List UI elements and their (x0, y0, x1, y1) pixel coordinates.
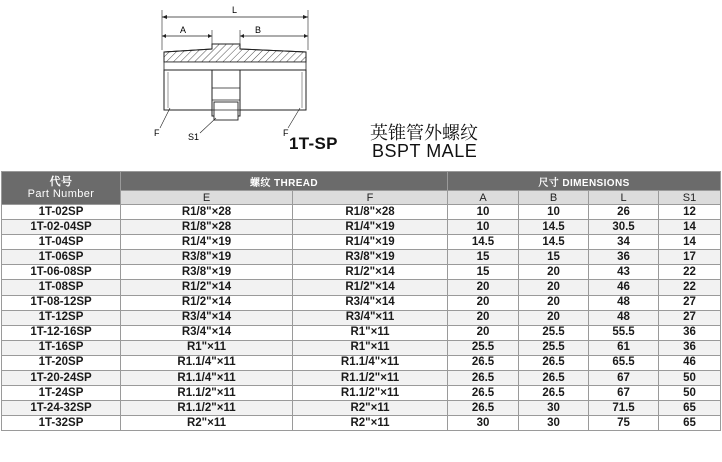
cell-thread-f: R1/8"×28 (293, 205, 448, 220)
cell-dim-b: 30 (519, 416, 589, 431)
cell-dim-l: 43 (589, 265, 659, 280)
cell-thread-e: R1.1/4"×11 (121, 371, 293, 386)
header-part-cn: 代号 (49, 176, 73, 188)
cell-dim-a: 20 (448, 325, 519, 340)
header-col-l: L (589, 191, 659, 205)
cell-dim-s1: 12 (659, 205, 721, 220)
cell-dim-s1: 50 (659, 386, 721, 401)
cell-dim-l: 46 (589, 280, 659, 295)
cell-dim-b: 26.5 (519, 371, 589, 386)
cell-dim-a: 26.5 (448, 386, 519, 401)
cell-thread-f: R3/8"×19 (293, 250, 448, 265)
table-row (2, 386, 721, 401)
cell-dim-b: 20 (519, 295, 589, 310)
table-row (2, 265, 721, 280)
cell-part-number: 1T-32SP (2, 416, 121, 431)
cell-thread-e: R2"×11 (121, 416, 293, 431)
header-col-f: F (293, 191, 448, 205)
cell-dim-b: 25.5 (519, 325, 589, 340)
table-row (2, 235, 721, 250)
dim-label-b: B (255, 25, 262, 35)
cell-thread-f: R3/4"×14 (293, 295, 448, 310)
cell-thread-f: R1.1/2"×11 (293, 386, 448, 401)
table-row (2, 355, 721, 370)
cell-dim-b: 20 (519, 280, 589, 295)
cell-dim-l: 65.5 (589, 355, 659, 370)
cell-thread-f: R1.1/2"×11 (293, 371, 448, 386)
cell-dim-s1: 14 (659, 235, 721, 250)
cell-thread-f: R1/4"×19 (293, 220, 448, 235)
cell-thread-e: R1/4"×19 (121, 235, 293, 250)
cell-thread-e: R3/8"×19 (121, 265, 293, 280)
cell-part-number: 1T-08SP (2, 280, 121, 295)
cell-thread-f: R1/2"×14 (293, 265, 448, 280)
cell-dim-a: 20 (448, 310, 519, 325)
spec-table-body (2, 205, 721, 431)
cell-thread-f: R1"×11 (293, 340, 448, 355)
cell-part-number: 1T-16SP (2, 340, 121, 355)
cell-thread-e: R1.1/2"×11 (121, 401, 293, 416)
cell-dim-l: 48 (589, 310, 659, 325)
header-thread-group: 螺纹 THREAD (121, 172, 448, 191)
cell-thread-f: R2"×11 (293, 401, 448, 416)
cell-thread-f: R1.1/4"×11 (293, 355, 448, 370)
dim-label-a: A (180, 25, 187, 35)
cell-dim-l: 34 (589, 235, 659, 250)
cell-dim-a: 20 (448, 295, 519, 310)
cell-dim-s1: 22 (659, 280, 721, 295)
cell-part-number: 1T-06-08SP (2, 265, 121, 280)
cell-thread-f: R2"×11 (293, 416, 448, 431)
cell-dim-a: 15 (448, 250, 519, 265)
table-row (2, 310, 721, 325)
cell-dim-b: 14.5 (519, 220, 589, 235)
cell-thread-e: R1"×11 (121, 340, 293, 355)
cell-dim-l: 71.5 (589, 401, 659, 416)
cell-dim-s1: 27 (659, 295, 721, 310)
cell-thread-f: R1/2"×14 (293, 280, 448, 295)
cell-dim-l: 36 (589, 250, 659, 265)
cell-dim-a: 30 (448, 416, 519, 431)
dim-label-l: L (232, 5, 238, 15)
cell-dim-s1: 65 (659, 416, 721, 431)
table-row (2, 250, 721, 265)
table-row (2, 325, 721, 340)
header-col-b: B (519, 191, 589, 205)
cell-dim-s1: 17 (659, 250, 721, 265)
cell-dim-s1: 50 (659, 371, 721, 386)
cell-dim-b: 14.5 (519, 235, 589, 250)
cell-dim-l: 30.5 (589, 220, 659, 235)
cell-part-number: 1T-24SP (2, 386, 121, 401)
cell-thread-e: R1/2"×14 (121, 295, 293, 310)
cell-dim-a: 20 (448, 280, 519, 295)
cell-dim-s1: 36 (659, 340, 721, 355)
cell-dim-a: 26.5 (448, 401, 519, 416)
cell-dim-a: 15 (448, 265, 519, 280)
table-row (2, 220, 721, 235)
header-dimensions-group: 尺寸 DIMENSIONS (448, 172, 721, 191)
cell-part-number: 1T-04SP (2, 235, 121, 250)
dim-label-s1: S1 (188, 132, 200, 142)
cell-dim-s1: 27 (659, 310, 721, 325)
cell-dim-s1: 14 (659, 220, 721, 235)
cell-dim-a: 26.5 (448, 355, 519, 370)
cell-part-number: 1T-08-12SP (2, 295, 121, 310)
cell-part-number: 1T-12SP (2, 310, 121, 325)
spec-table (1, 171, 721, 431)
header-col-e: E (121, 191, 293, 205)
dim-label-f-left: F (154, 128, 160, 138)
cell-part-number: 1T-24-32SP (2, 401, 121, 416)
cell-thread-e: R1.1/4"×11 (121, 355, 293, 370)
title-chinese: 英锥管外螺纹 (370, 123, 478, 144)
cell-part-number: 1T-12-16SP (2, 325, 121, 340)
cell-dim-l: 48 (589, 295, 659, 310)
cell-part-number: 1T-20SP (2, 355, 121, 370)
cell-dim-l: 67 (589, 371, 659, 386)
table-row (2, 295, 721, 310)
cell-dim-s1: 22 (659, 265, 721, 280)
cell-dim-a: 10 (448, 205, 519, 220)
cell-dim-b: 10 (519, 205, 589, 220)
cell-thread-e: R1/8"×28 (121, 220, 293, 235)
cell-thread-e: R3/4"×14 (121, 325, 293, 340)
table-row (2, 280, 721, 295)
cell-dim-b: 20 (519, 310, 589, 325)
cell-dim-a: 25.5 (448, 340, 519, 355)
table-row (2, 416, 721, 431)
cell-dim-b: 15 (519, 250, 589, 265)
cell-part-number: 1T-20-24SP (2, 371, 121, 386)
cell-dim-l: 75 (589, 416, 659, 431)
table-row (2, 340, 721, 355)
cell-dim-b: 30 (519, 401, 589, 416)
table-row (2, 205, 721, 220)
cell-thread-e: R1/8"×28 (121, 205, 293, 220)
cell-thread-f: R3/4"×11 (293, 310, 448, 325)
cell-thread-e: R3/8"×19 (121, 250, 293, 265)
cell-dim-a: 10 (448, 220, 519, 235)
header-col-a: A (448, 191, 519, 205)
cell-part-number: 1T-02SP (2, 205, 121, 220)
cell-dim-b: 26.5 (519, 386, 589, 401)
cell-dim-a: 14.5 (448, 235, 519, 250)
cell-dim-s1: 65 (659, 401, 721, 416)
header-part-number (2, 172, 121, 205)
cell-dim-b: 20 (519, 265, 589, 280)
cell-part-number: 1T-06SP (2, 250, 121, 265)
cell-part-number: 1T-02-04SP (2, 220, 121, 235)
cell-thread-e: R1.1/2"×11 (121, 386, 293, 401)
cell-thread-f: R1/4"×19 (293, 235, 448, 250)
cell-dim-s1: 36 (659, 325, 721, 340)
cell-dim-l: 61 (589, 340, 659, 355)
part-code: 1T-SP (289, 134, 338, 153)
cell-dim-l: 26 (589, 205, 659, 220)
cell-dim-l: 67 (589, 386, 659, 401)
cell-dim-s1: 46 (659, 355, 721, 370)
title-english: BSPT MALE (372, 141, 478, 161)
header-col-s1: S1 (659, 191, 721, 205)
fitting-drawing (150, 0, 330, 150)
table-row (2, 371, 721, 386)
cell-dim-b: 26.5 (519, 355, 589, 370)
cell-dim-l: 55.5 (589, 325, 659, 340)
table-row (2, 401, 721, 416)
cell-dim-b: 25.5 (519, 340, 589, 355)
cell-thread-e: R1/2"×14 (121, 280, 293, 295)
cell-thread-e: R3/4"×14 (121, 310, 293, 325)
cell-dim-a: 26.5 (448, 371, 519, 386)
cell-thread-f: R1"×11 (293, 325, 448, 340)
dim-label-f-right: F (283, 128, 289, 138)
header-part-en: Part Number (27, 188, 95, 200)
